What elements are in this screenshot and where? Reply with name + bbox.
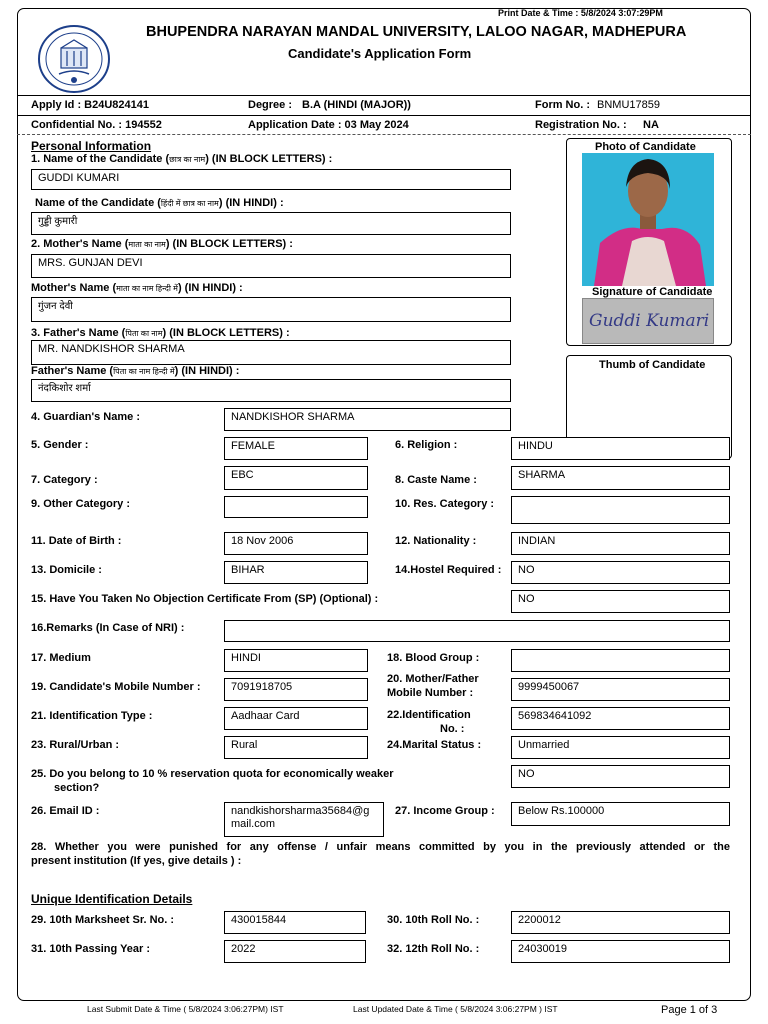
application-date: Application Date : 03 May 2024 (248, 119, 409, 131)
blood-group-label: 18. Blood Group : (387, 652, 480, 664)
apply-id: Apply Id : B24U824141 (31, 99, 149, 111)
photo-label: Photo of Candidate (595, 141, 696, 153)
degree-label: Degree : (248, 99, 293, 111)
last-submit-time: Last Submit Date & Time ( 5/8/2024 3:06:27PM) IST (87, 1004, 284, 1014)
noc-field: NO (511, 590, 730, 613)
income-group-label: 27. Income Group : (395, 805, 495, 817)
page-number: Page 1 of 3 (661, 1004, 718, 1016)
twelfth-roll-label: 32. 12th Roll No. : (387, 943, 480, 955)
tenth-roll-field: 2200012 (511, 911, 730, 934)
offense-question-line-1: 28. Whether you were punished for any offense / unfair means committed by you in the previously attended or the (31, 841, 730, 853)
marksheet-sr-label: 29. 10th Marksheet Sr. No. : (31, 914, 175, 926)
form-title: Candidate's Application Form (288, 46, 472, 61)
last-updated-time: Last Updated Date & Time ( 5/8/2024 3:06:27PM ) IST (353, 1004, 558, 1014)
registration-value: NA (643, 119, 659, 131)
res-category-label: 10. Res. Category : (395, 498, 495, 510)
res-category-field (511, 496, 730, 524)
parent-mobile-field: 9999450067 (511, 678, 730, 701)
personal-info-heading: Personal Information (31, 139, 152, 153)
candidate-name-label: 1. Name of the Candidate (छात्र का नाम) (IN BLOCK LETTERS) : (31, 153, 333, 165)
gender-label: 5. Gender : (31, 439, 89, 451)
tenth-passing-year-label: 31. 10th Passing Year : (31, 943, 151, 955)
domicile-field: BIHAR (224, 561, 368, 584)
candidate-photo (582, 153, 714, 286)
id-type-field: Aadhaar Card (224, 707, 368, 730)
form-no-label: Form No. : (535, 99, 590, 111)
ews-quota-label-1: 25. Do you belong to 10 % reservation quota for economically weaker (31, 768, 394, 780)
email-label: 26. Email ID : (31, 805, 100, 817)
candidate-mobile-label: 19. Candidate's Mobile Number : (31, 681, 201, 693)
mother-name-field: MRS. GUNJAN DEVI (31, 254, 511, 278)
father-name-field: MR. NANDKISHOR SHARMA (31, 340, 511, 365)
father-name-label: 3. Father's Name (पिता का नाम) (IN BLOCK LETTERS) : (31, 327, 290, 339)
nationality-label: 12. Nationality : (395, 535, 477, 547)
signature-image: Guddi Kumari (582, 298, 714, 344)
candidate-name-field: GUDDI KUMARI (31, 169, 511, 190)
other-category-label: 9. Other Category : (31, 498, 131, 510)
tenth-roll-label: 30. 10th Roll No. : (387, 914, 480, 926)
nri-remarks-label: 16.Remarks (In Case of NRI) : (31, 622, 185, 634)
confidential-no: Confidential No. : 194552 (31, 119, 162, 131)
ews-quota-field: NO (511, 765, 730, 788)
email-field: nandkishorsharma35684@g mail.com (224, 802, 384, 837)
university-logo-icon (37, 24, 111, 94)
father-name-hindi-field: नंदकिशोर शर्मा (31, 379, 511, 402)
university-name: BHUPENDRA NARAYAN MANDAL UNIVERSITY, LALOO NAGAR, MADHEPURA (146, 24, 687, 40)
rural-urban-field: Rural (224, 736, 368, 759)
category-field: EBC (224, 466, 368, 490)
guardian-name-field: NANDKISHOR SHARMA (224, 408, 511, 431)
hostel-required-label: 14.Hostel Required : (395, 564, 502, 576)
religion-label: 6. Religion : (395, 439, 458, 451)
degree-value: B.A (HINDI (MAJOR)) (302, 99, 411, 111)
form-no-value: BNMU17859 (597, 99, 660, 111)
dob-field: 18 Nov 2006 (224, 532, 368, 555)
medium-field: HINDI (224, 649, 368, 672)
hostel-required-field: NO (511, 561, 730, 584)
blood-group-field (511, 649, 730, 672)
marksheet-sr-field: 430015844 (224, 911, 366, 934)
header-divider (17, 95, 751, 96)
category-label: 7. Category : (31, 474, 98, 486)
offense-question-line-2: present institution (If yes, give details ) : (31, 855, 242, 867)
marital-status-label: 24.Marital Status : (387, 739, 482, 751)
uid-heading: Unique Identification Details (31, 892, 193, 906)
candidate-name-hindi-label: Name of the Candidate (हिंदी में छात्र का नाम) (IN HINDI) : (35, 197, 284, 209)
religion-field: HINDU (511, 437, 730, 460)
twelfth-roll-field: 24030019 (511, 940, 730, 963)
guardian-name-label: 4. Guardian's Name : (31, 411, 140, 423)
print-date-time: Print Date & Time : 5/8/2024 3:07:29PM (498, 8, 663, 18)
candidate-mobile-field: 7091918705 (224, 678, 368, 701)
parent-mobile-label-1: 20. Mother/Father (387, 673, 479, 685)
mother-name-hindi-field: गुंजन देवी (31, 297, 511, 322)
domicile-label: 13. Domicile : (31, 564, 102, 576)
father-name-hindi-label: Father's Name (पिता का नाम हिन्दी में) (IN HINDI) : (31, 365, 240, 377)
nri-remarks-field (224, 620, 730, 642)
mother-name-hindi-label: Mother's Name (माता का नाम हिन्दी में) (IN HINDI) : (31, 282, 243, 294)
mother-name-label: 2. Mother's Name (माता का नाम) (IN BLOCK LETTERS) : (31, 238, 293, 250)
marital-status-field: Unmarried (511, 736, 730, 759)
id-number-label-2: No. : (440, 723, 465, 735)
id-number-field: 569834641092 (511, 707, 730, 730)
thumb-label: Thumb of Candidate (599, 359, 706, 371)
meta-divider (17, 115, 751, 116)
caste-name-label: 8. Caste Name : (395, 474, 477, 486)
ews-quota-label-2: section? (54, 782, 100, 794)
signature-label: Signature of Candidate (592, 286, 713, 298)
income-group-field: Below Rs.100000 (511, 802, 730, 826)
id-number-label-1: 22.Identification (387, 709, 471, 721)
candidate-name-hindi-field: गुड्डी कुमारी (31, 212, 511, 235)
noc-label: 15. Have You Taken No Objection Certificate From (SP) (Optional) : (31, 593, 379, 605)
id-type-label: 21. Identification Type : (31, 710, 153, 722)
tenth-passing-year-field: 2022 (224, 940, 366, 963)
nationality-field: INDIAN (511, 532, 730, 555)
registration-label: Registration No. : (535, 119, 627, 131)
meta-dashed-divider (17, 134, 751, 135)
dob-label: 11. Date of Birth : (31, 535, 122, 547)
other-category-field (224, 496, 368, 518)
gender-field: FEMALE (224, 437, 368, 460)
medium-label: 17. Medium (31, 652, 91, 664)
caste-name-field: SHARMA (511, 466, 730, 490)
rural-urban-label: 23. Rural/Urban : (31, 739, 120, 751)
parent-mobile-label-2: Mobile Number : (387, 687, 474, 699)
